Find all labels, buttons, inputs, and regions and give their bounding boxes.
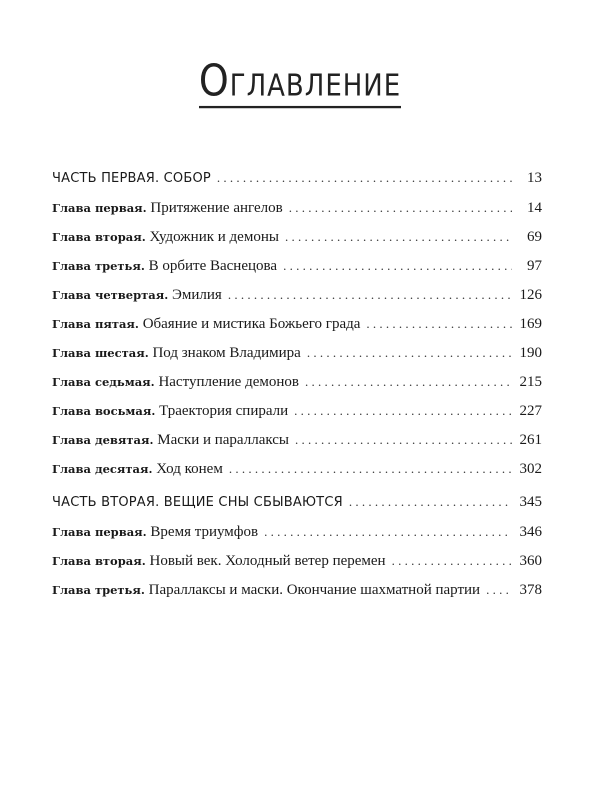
toc-part-row[interactable] xyxy=(52,170,542,190)
chapter-number: Глава пятая. xyxy=(52,317,139,331)
chapter-number: Глава первая. xyxy=(52,525,147,539)
chapter-number: Глава третья. xyxy=(52,259,145,273)
chapter-number: Глава седьмая. xyxy=(52,375,155,389)
leader-dots xyxy=(366,316,512,332)
chapter-title: Новый век. Холодный ветер перемен xyxy=(149,553,386,569)
chapter-number: Глава первая. xyxy=(52,201,147,215)
toc-chapter-row[interactable] xyxy=(52,316,542,336)
chapter-title: Эмилия xyxy=(171,287,222,303)
leader-dots xyxy=(295,432,512,448)
page-number: 378 xyxy=(519,582,542,598)
chapter-number: Глава четвертая. xyxy=(52,288,169,302)
toc-chapter-row[interactable] xyxy=(52,229,542,249)
chapter-number: Глава девятая. xyxy=(52,433,154,447)
page-number: 97 xyxy=(527,258,542,274)
page-number: 345 xyxy=(519,494,542,510)
chapter-title: Притяжение ангелов xyxy=(150,200,283,216)
leader-dots xyxy=(264,524,512,540)
toc-chapter-row[interactable] xyxy=(52,287,542,307)
chapter-number: Глава шестая. xyxy=(52,346,149,360)
page-number: 190 xyxy=(519,345,542,361)
page-number: 169 xyxy=(519,316,542,332)
chapter-title: Под знаком Владимира xyxy=(152,345,301,361)
chapter-title: Обаяние и мистика Божьего града xyxy=(142,316,361,332)
leader-dots xyxy=(285,229,512,245)
page-number: 302 xyxy=(519,461,542,477)
page-number: 215 xyxy=(519,374,542,390)
chapter-number: Глава десятая. xyxy=(52,462,153,476)
page-title xyxy=(0,55,600,108)
page-number: 227 xyxy=(519,403,542,419)
page-number: 360 xyxy=(519,553,542,569)
toc-chapter-row[interactable] xyxy=(52,403,542,423)
toc-chapter-row[interactable] xyxy=(52,461,542,481)
chapter-number: Глава восьмая. xyxy=(52,404,156,418)
chapter-title: Время триумфов xyxy=(150,524,259,540)
leader-dots xyxy=(283,258,512,274)
chapter-number: Глава вторая. xyxy=(52,230,146,244)
toc-chapter-row[interactable] xyxy=(52,374,542,394)
leader-dots xyxy=(228,287,512,303)
leader-dots xyxy=(305,374,512,390)
chapter-title: Маски и параллаксы xyxy=(157,432,289,448)
page-number: 69 xyxy=(527,229,542,245)
leader-dots xyxy=(307,345,512,361)
toc-part-row[interactable] xyxy=(52,494,542,514)
chapter-title: Наступление демонов xyxy=(158,374,299,390)
chapter-title: Параллаксы и маски. Окончание шахматной партии xyxy=(148,582,481,598)
chapter-number: Глава третья. xyxy=(52,583,145,597)
leader-dots xyxy=(349,494,512,510)
page-number: 346 xyxy=(519,524,542,540)
page-title-text: ОГЛАВЛЕНИЕ xyxy=(199,59,401,108)
toc-chapter-row[interactable] xyxy=(52,258,542,278)
leader-dots xyxy=(392,553,512,569)
leader-dots xyxy=(289,200,512,216)
toc-chapter-row[interactable] xyxy=(52,200,542,220)
chapter-title: В орбите Васнецова xyxy=(148,258,278,274)
page-number: 261 xyxy=(519,432,542,448)
page-number: 126 xyxy=(519,287,542,303)
leader-dots xyxy=(486,582,512,598)
page-number: 14 xyxy=(527,200,542,216)
chapter-number: Глава вторая. xyxy=(52,554,146,568)
part-title: ЧАСТЬ ПЕРВАЯ. СОБОР xyxy=(52,171,211,186)
part-title: ЧАСТЬ ВТОРАЯ. ВЕЩИЕ СНЫ СБЫВАЮТСЯ xyxy=(52,495,343,510)
toc-chapter-row[interactable] xyxy=(52,553,542,573)
page-number: 13 xyxy=(527,170,542,186)
toc-chapter-row[interactable] xyxy=(52,432,542,452)
leader-dots xyxy=(229,461,512,477)
toc-chapter-row[interactable] xyxy=(52,524,542,544)
chapter-title: Ход конем xyxy=(156,461,223,477)
chapter-title: Художник и демоны xyxy=(149,229,279,245)
leader-dots xyxy=(217,170,512,186)
toc-chapter-row[interactable] xyxy=(52,345,542,365)
leader-dots xyxy=(294,403,512,419)
chapter-title: Траектория спирали xyxy=(159,403,289,419)
toc-chapter-row[interactable] xyxy=(52,582,542,602)
